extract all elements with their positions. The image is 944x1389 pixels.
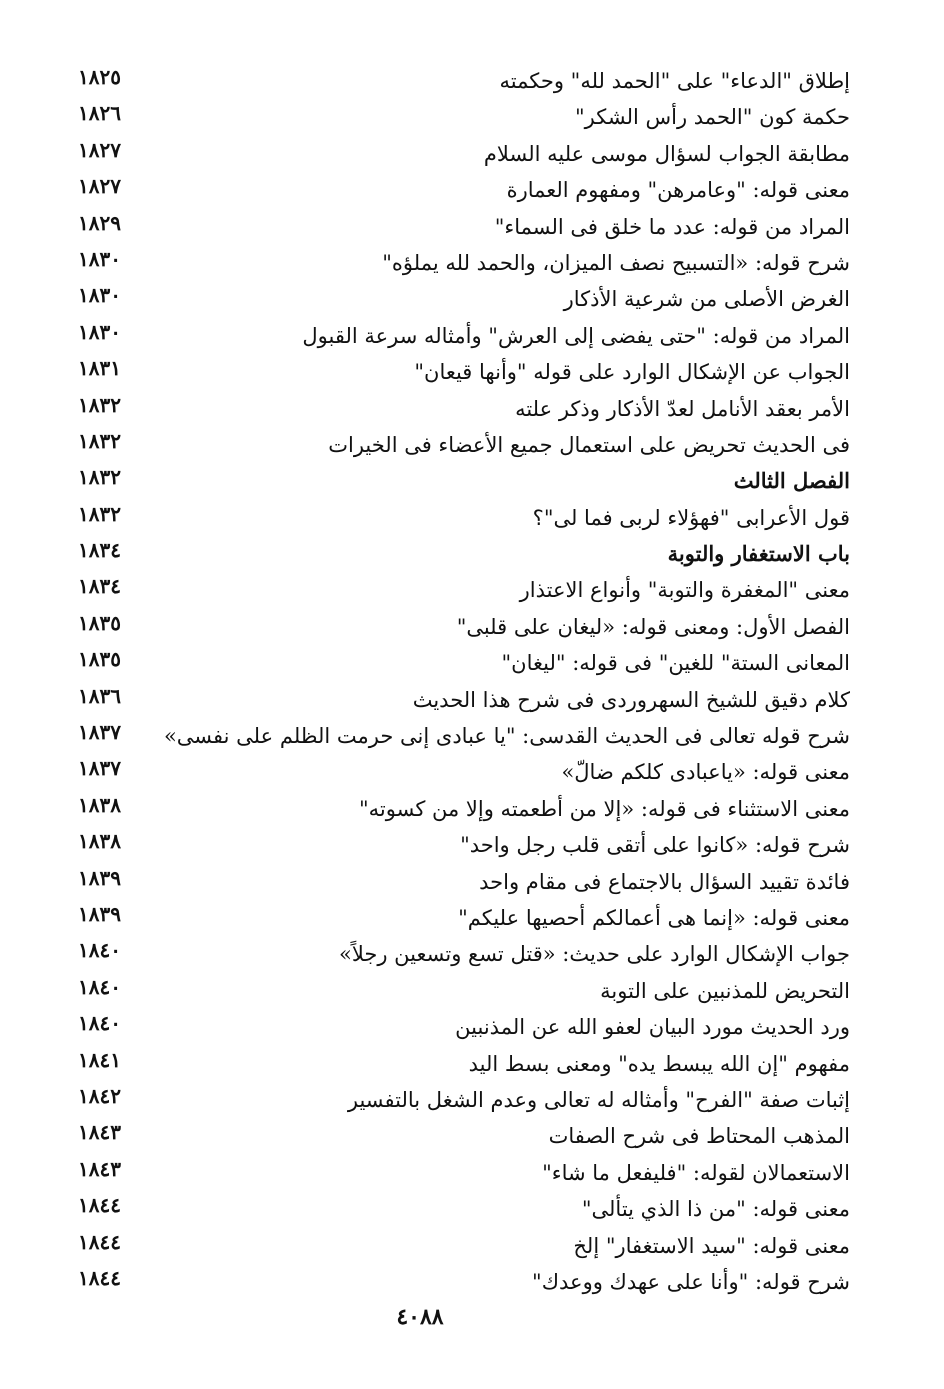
- entry-page-number: ١٨٤١: [78, 1047, 121, 1072]
- entry-title: الغرض الأصلى من شرعية الأذكار: [563, 287, 850, 312]
- entry-title: حكمة كون "الحمد رأس الشكر": [575, 105, 850, 130]
- index-entry: [70, 1156, 850, 1192]
- index-entry: [70, 173, 850, 209]
- index-entry: [70, 1265, 850, 1301]
- entry-title: المراد من قوله: "حتى يفضى إلى العرش" وأمثاله سرعة القبول: [302, 323, 850, 348]
- index-entry: [70, 464, 850, 500]
- entry-title: ورد الحديث مورد البيان لعفو الله عن المذنبين: [455, 1015, 850, 1040]
- index-entry: [70, 428, 850, 464]
- entry-page-number: ١٨٢٧: [78, 174, 121, 199]
- entry-title: المراد من قوله: عدد ما خلق فى السماء": [494, 214, 850, 239]
- entry-page-number: ١٨٣٦: [78, 683, 121, 708]
- entry-title: معنى "المغفرة والتوبة" وأنواع الاعتذار: [519, 578, 850, 603]
- entry-title: شرح قوله: «التسبيح نصف الميزان، والحمد لله يملؤه": [382, 250, 850, 275]
- entry-page-number: ١٨٣٤: [78, 574, 121, 599]
- entry-title: قول الأعرابى "فهؤلاء لربى فما لى"؟: [532, 505, 850, 530]
- entry-page-number: ١٨٣٠: [78, 283, 121, 308]
- index-entry: [70, 355, 850, 391]
- entry-page-number: ١٨٢٦: [78, 101, 121, 126]
- index-entry: [70, 610, 850, 646]
- entry-page-number: ١٨٤٠: [78, 938, 121, 963]
- entry-title: معنى قوله: «ياعبادى كلكم ضالّ»: [561, 760, 850, 785]
- entry-page-number: ١٨٤٠: [78, 974, 121, 999]
- index-entry: [70, 210, 850, 246]
- entry-title: معنى قوله: "سيد الاستغفار" إلخ: [573, 1233, 850, 1258]
- entry-page-number: ١٨٣٨: [78, 829, 121, 854]
- entry-page-number: ١٨٣٢: [78, 392, 121, 417]
- entry-title: المذهب المحتاط فى شرح الصفات: [548, 1124, 850, 1149]
- index-entry: [70, 865, 850, 901]
- index-entry: [70, 392, 850, 428]
- entry-title: مفهوم "إن الله يبسط يده" ومعنى بسط اليد: [468, 1051, 850, 1076]
- entry-title: فى الحديث تحريض على استعمال جميع الأعضاء فى الخيرات: [328, 432, 850, 457]
- index-entry: [70, 246, 850, 282]
- entry-page-number: ١٨٣٤: [78, 538, 121, 563]
- index-entry: [70, 937, 850, 973]
- entry-title: الأمر بعقد الأنامل لعدّ الأذكار وذكر علته: [515, 396, 850, 421]
- table-of-contents: [70, 64, 850, 1301]
- entry-title: جواب الإشكال الوارد على حديث: «قتل تسع وتسعين رجلاً»: [339, 942, 850, 967]
- entry-page-number: ١٨٤٣: [78, 1156, 121, 1181]
- entry-title: الجواب عن الإشكال الوارد على قوله "وأنها قيعان": [414, 360, 850, 385]
- entry-page-number: ١٨٣٠: [78, 246, 121, 271]
- index-entry: [70, 901, 850, 937]
- entry-page-number: ١٨٤٤: [78, 1193, 121, 1218]
- entry-page-number: ١٨٤٢: [78, 1083, 121, 1108]
- entry-title: معنى قوله: «إنما هى أعمالكم أحصيها عليكم": [458, 905, 850, 930]
- index-entry: [70, 1047, 850, 1083]
- index-entry: [70, 501, 850, 537]
- entry-page-number: ١٨٣١: [78, 356, 121, 381]
- entry-title: التحريض للمذنبين على التوبة: [600, 978, 850, 1003]
- index-entry: [70, 137, 850, 173]
- entry-page-number: ١٨٣٢: [78, 501, 121, 526]
- index-entry: [70, 792, 850, 828]
- entry-title: الفصل الأول: ومعنى قوله: «ليغان على قلبى": [456, 614, 850, 639]
- index-entry: [70, 719, 850, 755]
- entry-title: معنى قوله: "من ذا الذي يتألى": [581, 1197, 850, 1222]
- entry-page-number: ١٨٣٥: [78, 647, 121, 672]
- index-entry: [70, 1119, 850, 1155]
- index-entry: [70, 646, 850, 682]
- entry-title: مطابقة الجواب لسؤال موسى عليه السلام: [483, 141, 850, 166]
- index-entry: [70, 1010, 850, 1046]
- entry-page-number: ١٨٣٢: [78, 465, 121, 490]
- index-entry: [70, 683, 850, 719]
- index-entry: [70, 828, 850, 864]
- entry-page-number: ١٨٣٧: [78, 720, 121, 745]
- entry-title: شرح قوله: «كانوا على أتقى قلب رجل واحد": [460, 833, 850, 858]
- index-entry: [70, 100, 850, 136]
- index-entry: [70, 1083, 850, 1119]
- index-entry: [70, 282, 850, 318]
- entry-title: الاستعمالان لقوله: "فليفعل ما شاء": [542, 1160, 850, 1185]
- page-number: ٤٠٨٨: [396, 1304, 444, 1330]
- entry-page-number: ١٨٢٥: [78, 65, 121, 89]
- index-entry: [70, 573, 850, 609]
- entry-page-number: ١٨٣٨: [78, 792, 121, 817]
- entry-title: كلام دقيق للشيخ السهروردى فى شرح هذا الحديث: [412, 687, 850, 712]
- entry-page-number: ١٨٢٧: [78, 137, 121, 162]
- entry-page-number: ١٨٣٧: [78, 756, 121, 781]
- entry-title: شرح قوله تعالى فى الحديث القدسى: "يا عبادى إنى حرمت الظلم على نفسى»: [163, 724, 850, 749]
- index-entry: [70, 319, 850, 355]
- index-entry: [70, 755, 850, 791]
- index-entry: [70, 537, 850, 573]
- entry-page-number: ١٨٤٠: [78, 1011, 121, 1036]
- entry-page-number: ١٨٣٩: [78, 901, 121, 926]
- entry-page-number: ١٨٤٤: [78, 1229, 121, 1254]
- entry-title: فائدة تقييد السؤال بالاجتماع فى مقام واحد: [479, 869, 850, 894]
- entry-title: شرح قوله: "وأنا على عهدك ووعدك": [532, 1269, 850, 1294]
- entry-page-number: ١٨٣٢: [78, 428, 121, 453]
- section-heading: الفصل الثالث: [733, 468, 850, 494]
- section-heading: باب الاستغفار والتوبة: [667, 541, 850, 567]
- entry-page-number: ١٨٢٩: [78, 210, 121, 235]
- index-entry: [70, 974, 850, 1010]
- entry-page-number: ١٨٣٥: [78, 610, 121, 635]
- index-entry: [70, 1192, 850, 1228]
- entry-title: إثبات صفة "الفرح" وأمثاله له تعالى وعدم الشغل بالتفسير: [347, 1087, 850, 1112]
- entry-page-number: ١٨٣٩: [78, 865, 121, 890]
- entry-page-number: ١٨٣٠: [78, 319, 121, 344]
- entry-title: معنى الاستثناء فى قوله: «إلا من أطعمته وإلا من كسوته": [359, 796, 850, 821]
- entry-title: المعانى الستة" للغين" فى قوله: "ليغان": [501, 651, 850, 676]
- index-entry: [70, 1229, 850, 1265]
- entry-title: معنى قوله: "وعامرهن" ومفهوم العمارة: [506, 178, 850, 203]
- entry-title: إطلاق "الدعاء" على "الحمد لله" وحكمته: [499, 69, 850, 93]
- entry-page-number: ١٨٤٤: [78, 1265, 121, 1290]
- entry-page-number: ١٨٤٣: [78, 1120, 121, 1145]
- index-entry: [70, 64, 850, 100]
